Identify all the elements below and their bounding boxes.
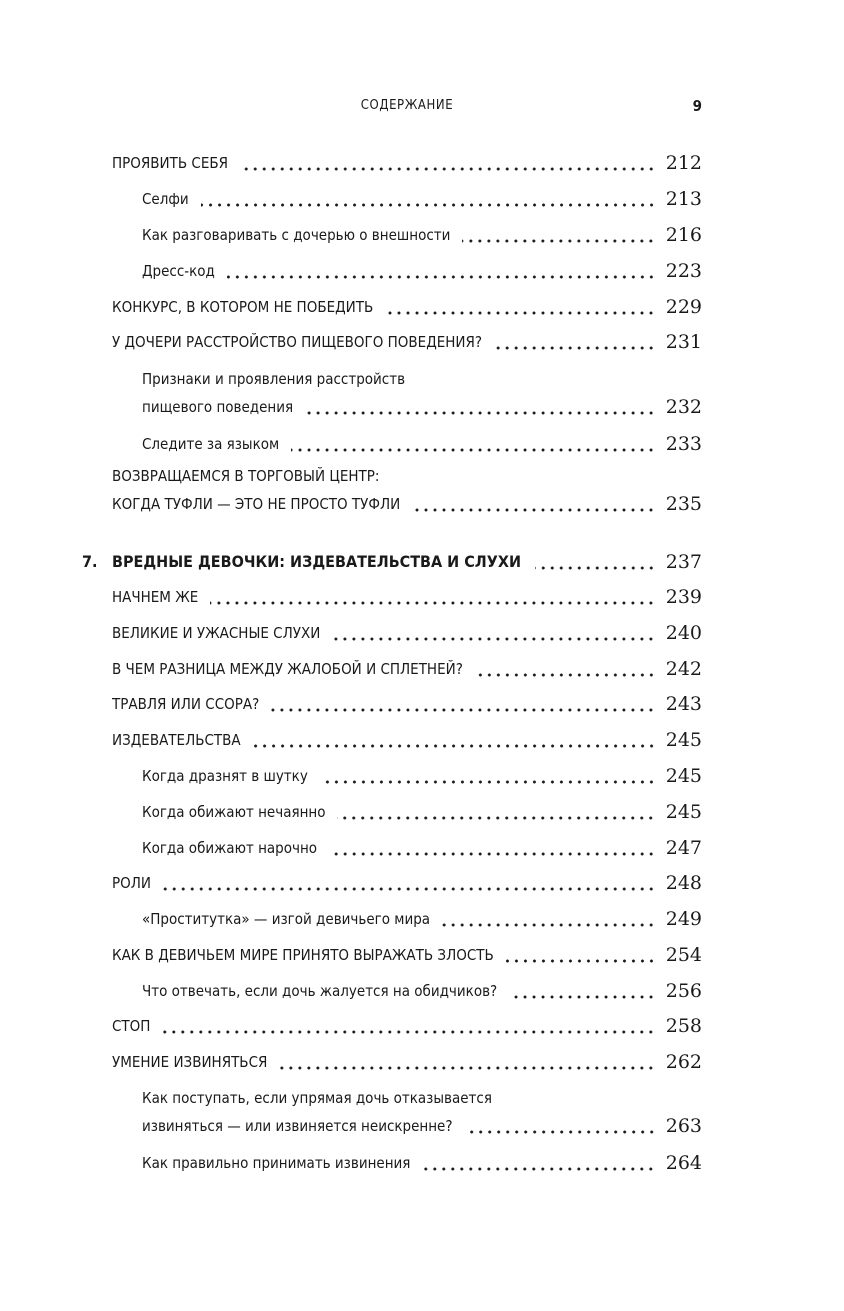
toc-entry[interactable] (142, 365, 702, 421)
toc-entry[interactable] (142, 430, 702, 458)
toc-entry-page: 248 (665, 872, 702, 894)
toc-entry-page: 245 (665, 729, 702, 751)
toc-entry-page: 233 (665, 433, 702, 455)
toc-entry-title: КОНКУРС, В КОТОРОМ НЕ ПОБЕДИТЬ (112, 298, 374, 316)
dot-leader (462, 221, 655, 249)
toc-entry[interactable] (112, 726, 702, 754)
toc-entry-title: Когда обижают нарочно (142, 839, 318, 857)
toc-entry-page: 232 (665, 396, 702, 418)
dot-leader (271, 690, 655, 718)
toc-entry-title: КАК В ДЕВИЧЬЕМ МИРЕ ПРИНЯТО ВЫРАЖАТЬ ЗЛОСТЬ (112, 946, 494, 964)
toc-entry-page: 223 (665, 260, 702, 282)
toc-entry-page: 216 (665, 224, 702, 246)
toc-entry[interactable] (112, 690, 702, 718)
toc-entry-title: ИЗДЕВАТЕЛЬСТВА (112, 731, 241, 749)
toc-entry-page: 213 (665, 188, 702, 210)
toc-entry[interactable] (112, 941, 702, 969)
dot-leader (320, 762, 656, 790)
toc-entry-title-line1: Как поступать, если упрямая дочь отказывается (142, 1089, 492, 1107)
dot-leader (163, 869, 656, 897)
toc-entry[interactable] (142, 834, 702, 862)
dot-leader (305, 393, 656, 421)
toc-entry-title: Когда обижают нечаянно (142, 803, 326, 821)
toc-entry-page: 245 (665, 801, 702, 823)
toc-entry[interactable] (112, 293, 702, 321)
dot-leader (412, 490, 656, 518)
toc-entry-title: РОЛИ (112, 874, 152, 892)
toc-entry-title-line1: ВОЗВРАЩАЕМСЯ В ТОРГОВЫЙ ЦЕНТР: (112, 467, 380, 485)
dot-leader (210, 583, 655, 611)
toc-entry-title: ПРОЯВИТЬ СЕБЯ (112, 154, 229, 172)
dot-leader (162, 1012, 655, 1040)
toc-entry[interactable] (142, 905, 702, 933)
toc-entry[interactable] (142, 977, 702, 1005)
toc-entry-title-line2: пищевого поведения (142, 398, 294, 416)
toc-entry-title-line2: извиняться — или извиняется неискренне? (142, 1117, 453, 1135)
toc-entry[interactable] (112, 1012, 702, 1040)
toc-entry-title: СТОП (112, 1017, 151, 1035)
toc-entry-page: 264 (665, 1152, 702, 1174)
dot-leader (385, 293, 656, 321)
toc-entry-title: Как разговаривать с дочерью о внешности (142, 226, 451, 244)
dot-leader (291, 430, 656, 458)
dot-leader (227, 257, 656, 285)
toc-entry-title: «Проститутка» — изгой девичьего мира (142, 910, 431, 928)
toc-entry-title: У ДОЧЕРИ РАССТРОЙСТВО ПИЩЕВОГО ПОВЕДЕНИЯ? (112, 333, 483, 351)
toc-entry[interactable] (112, 462, 702, 518)
toc-entry-title: НАЧНЕМ ЖЕ (112, 588, 199, 606)
toc-entry[interactable] (112, 583, 702, 611)
toc-entry[interactable] (142, 1084, 702, 1140)
dot-leader (442, 905, 656, 933)
running-title: СОДЕРЖАНИЕ (360, 98, 454, 113)
toc-entry-page: 243 (665, 693, 702, 715)
toc-entry-page: 263 (665, 1115, 702, 1137)
toc-entry-title-line2: КОГДА ТУФЛИ — ЭТО НЕ ПРОСТО ТУФЛИ (112, 495, 401, 513)
toc-entry-title: Селфи (142, 190, 189, 208)
toc-entry-page: 229 (665, 296, 702, 318)
toc-entry-page: 256 (665, 980, 702, 1002)
dot-leader (475, 655, 656, 683)
toc-entry-title: Когда дразнят в шутку (142, 767, 308, 785)
toc-entry-page: 262 (665, 1051, 702, 1073)
toc-entry-title: Что отвечать, если дочь жалуется на обидчиков? (142, 982, 498, 1000)
toc-entry-title: В ЧЕМ РАЗНИЦА МЕЖДУ ЖАЛОБОЙ И СПЛЕТНЕЙ? (112, 660, 463, 678)
toc-entry-page: 247 (665, 837, 702, 859)
toc-entry[interactable] (112, 619, 702, 647)
toc-entry[interactable] (112, 869, 702, 897)
toc-entry[interactable] (142, 798, 702, 826)
chapter-title: ВРЕДНЫЕ ДЕВОЧКИ: ИЗДЕВАТЕЛЬСТВА И СЛУХИ (112, 552, 521, 571)
toc-entry[interactable] (112, 149, 702, 177)
toc-entry[interactable] (112, 1048, 702, 1076)
dot-leader (422, 1149, 655, 1177)
toc-entry-page: 258 (665, 1015, 702, 1037)
dot-leader (332, 619, 655, 647)
toc-entry[interactable] (112, 655, 702, 683)
toc-entry-page: 242 (665, 658, 702, 680)
toc-entry-page: 245 (665, 765, 702, 787)
toc-entry-page: 239 (665, 586, 702, 608)
chapter-number: 7. (82, 552, 98, 571)
dot-leader (337, 798, 655, 826)
toc-entry[interactable] (112, 328, 702, 356)
dot-leader (535, 548, 656, 576)
toc-entry-page: 235 (665, 493, 702, 515)
toc-entry-title: ВЕЛИКИЕ И УЖАСНЫЕ СЛУХИ (112, 624, 321, 642)
toc-entry[interactable] (142, 762, 702, 790)
toc-entry-title: Как правильно принимать извинения (142, 1154, 411, 1172)
dot-leader (279, 1048, 655, 1076)
page-number: 9 (692, 97, 702, 115)
toc-entry[interactable] (142, 257, 702, 285)
dot-leader (465, 1112, 656, 1140)
toc-entry[interactable] (142, 185, 702, 213)
toc-entry-page: 231 (665, 331, 702, 353)
toc-entry-title: ТРАВЛЯ ИЛИ ССОРА? (112, 695, 260, 713)
chapter-page: 237 (665, 551, 702, 573)
toc-entry-page: 240 (665, 622, 702, 644)
dot-leader (201, 185, 656, 213)
dot-leader (329, 834, 656, 862)
toc-entry-page: 249 (665, 908, 702, 930)
dot-leader (509, 977, 656, 1005)
dot-leader (240, 149, 656, 177)
chapter-heading[interactable] (82, 548, 702, 576)
dot-leader (253, 726, 656, 754)
toc-entry-title: Следите за языком (142, 435, 280, 453)
toc-entry-title: УМЕНИЕ ИЗВИНЯТЬСЯ (112, 1053, 268, 1071)
toc-entry-title-line1: Признаки и проявления расстройств (142, 370, 406, 388)
dot-leader (506, 941, 656, 969)
toc-entry[interactable] (142, 1149, 702, 1177)
toc-entry-title: Дресс-код (142, 262, 215, 280)
toc-entry-page: 212 (665, 152, 702, 174)
dot-leader (494, 328, 656, 356)
toc-entry[interactable] (142, 221, 702, 249)
page-header (112, 98, 702, 118)
toc-entry-page: 254 (665, 944, 702, 966)
